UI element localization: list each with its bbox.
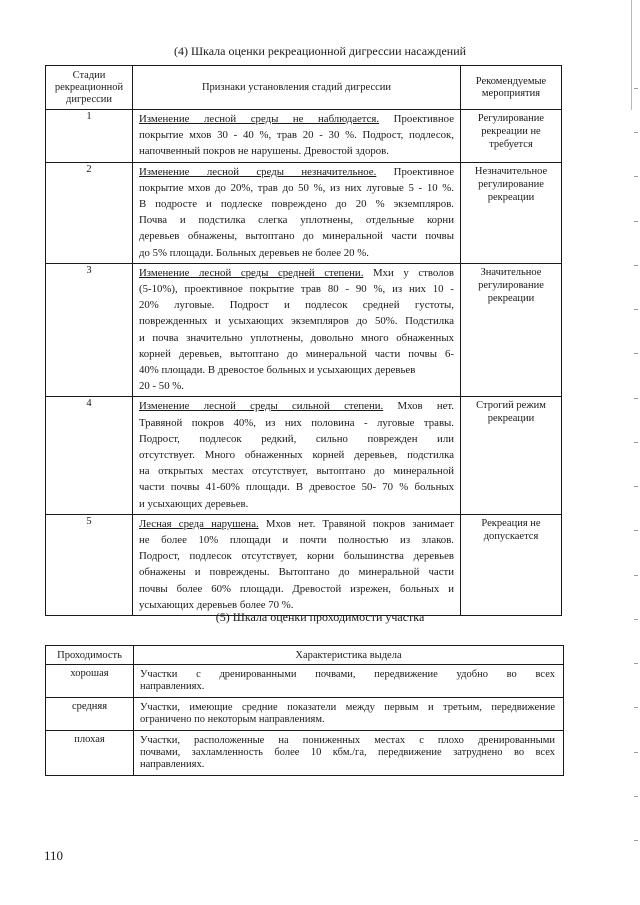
passability-table: [45, 645, 564, 776]
stage-number: 3: [46, 263, 133, 397]
description-line: ограничено по некоторым направлениям.: [140, 714, 325, 725]
sign-line: напочвенный покров не нарушены. Древостой здоров.: [139, 145, 389, 158]
sign-line: усыхающих деревьев более 70 %.: [139, 598, 294, 611]
stage-signs: [133, 397, 461, 514]
passability-level: хорошая: [46, 665, 134, 698]
table-row: [46, 731, 564, 776]
recommended-measure: Регулирование рекреации не требуется: [461, 110, 562, 163]
stage-number: 2: [46, 162, 133, 263]
stage-number: 5: [46, 514, 133, 615]
sign-line: (5-10%), проективное покрытие трав 80 - 90 %, из них 10 -: [139, 283, 454, 296]
page-number: 110: [44, 848, 64, 863]
recommended-measure: Незначительное регулирование рекреации: [461, 162, 562, 263]
passability-level: средняя: [46, 698, 134, 731]
stage-heading: Изменение лесной среды не наблюдается.: [139, 113, 380, 125]
recommended-measure: Рекреация не допускается: [461, 514, 562, 615]
stage-heading: Изменение лесной среды незначительное.: [139, 165, 377, 178]
stage-signs: [133, 110, 461, 163]
stage-signs: [133, 162, 461, 263]
scan-edge-marks: [628, 0, 640, 905]
sign-line: почвы более 60% площади. Древостой изрежен, больных и: [139, 582, 454, 595]
description-line: Участки, расположенные на пониженных местах с плохо дренированными: [140, 735, 555, 746]
passability-description: [134, 731, 564, 776]
sign-line: на открытых местах отсутствует, вытоптано до минеральной: [139, 465, 454, 478]
sign-line: покрытие мхов до 20%, трав до 50 %, из них луговые 5 - 10 %.: [139, 181, 454, 194]
recreation-digression-table: [45, 65, 562, 616]
description-line: направлениях.: [140, 681, 205, 692]
table-row: [46, 263, 562, 397]
sign-line: В подросте и подлеске повреждено до 20 % экземпляров.: [139, 198, 454, 211]
sign-line: Подрост, подлесок редкий, сильно поврежден или: [139, 432, 454, 445]
column-header: Признаки установления стадий дигрессии: [133, 66, 461, 110]
passability-description: [134, 665, 564, 698]
passability-level: плохая: [46, 731, 134, 776]
sign-line: Мхов нет. Травяной покров занимает: [265, 517, 454, 530]
sign-line: 40% площади. В древостое больных и усыхающих деревьев: [139, 364, 416, 377]
passability-description: [134, 698, 564, 731]
sign-line: Подрост, подлесок отсутствует, корни большинства деревьев: [139, 550, 454, 563]
recommended-measure: Значительное регулирование рекреации: [461, 263, 562, 397]
stage-heading: Изменение лесной среды средней степени.: [139, 266, 364, 279]
stage-heading: Изменение лесной среды сильной степени.: [139, 400, 384, 413]
sign-line: отсутствует. Много обнаженных корней деревьев, подстилка: [139, 449, 454, 462]
sign-line: до 5% площади. Больных деревьев не более 20 %.: [139, 246, 369, 259]
table2-caption: (5) Шкала оценки проходимости участка: [215, 610, 425, 624]
description-line: Участки, имеющие средние показатели между первым и третьим, передвижение: [140, 702, 555, 713]
description-line: Участки с дренированными почвами, передвижение удобно во всех: [140, 669, 555, 680]
column-header: Стадии рекреационной дигрессии: [46, 66, 133, 110]
table-row: [46, 397, 562, 514]
sign-line: Проективное: [393, 113, 454, 125]
column-header: Характеристика выдела: [134, 646, 564, 665]
sign-line: Проективное: [393, 165, 454, 178]
table-row: [46, 110, 562, 163]
table-row: [46, 665, 564, 698]
column-header: Проходимость: [46, 646, 134, 665]
sign-line: Мхов нет.: [397, 400, 454, 413]
sign-line: и усыхающих деревьев.: [139, 497, 249, 510]
stage-signs: [133, 263, 461, 397]
sign-line: не более 10% площади и почти полностью из злаков.: [139, 534, 454, 547]
stage-number: 1: [46, 110, 133, 163]
sign-line: Мхи у стволов: [372, 266, 455, 279]
sign-line: и почва значительно уплотнены, довольно много обнаженных: [139, 331, 454, 344]
sign-line: обнажены и повреждены. Вытоптано до минеральной части: [139, 566, 454, 579]
table-header-row: [46, 646, 564, 665]
description-line: почвами, захламленность более 10 кбм./га, передвижение затруднено во всех: [140, 747, 555, 758]
description-line: направлениях.: [140, 759, 205, 770]
table-row: [46, 514, 562, 615]
sign-line: поврежденных и усыхающих экземпляров до 50%. Подстилка: [139, 315, 454, 328]
stage-signs: [133, 514, 461, 615]
sign-line: 20 - 50 %.: [139, 380, 184, 393]
table-row: [46, 162, 562, 263]
recommended-measure: Строгий режим рекреации: [461, 397, 562, 514]
sign-line: деревьев обнажены, вытоптано до минеральной части почвы: [139, 230, 454, 243]
table-row: [46, 698, 564, 731]
stage-heading: Лесная среда нарушена.: [139, 517, 259, 530]
table-header-row: [46, 66, 562, 110]
sign-line: 20% луговые. Подрост и подлесок средней густоты,: [139, 299, 454, 312]
sign-line: части почвы 41-60% площади. В древостое 50- 70 % больных: [139, 481, 454, 494]
sign-line: корней деревьев, вытоптано до минеральной части почвы 6-: [139, 347, 454, 360]
sign-line: Травяной покров 40%, из них половина - луговые травы.: [139, 416, 454, 429]
table1-caption: (4) Шкала оценки рекреационной дигрессии насаждений: [173, 44, 467, 58]
column-header: Рекомендуемые мероприятия: [461, 66, 562, 110]
sign-line: покрытие мхов 30 - 40 %, трав 20 - 30 %. Подрост, подлесок,: [139, 129, 454, 142]
sign-line: Почва и подстилка слегка уплотнены, отдельные корни: [139, 214, 454, 227]
stage-number: 4: [46, 397, 133, 514]
